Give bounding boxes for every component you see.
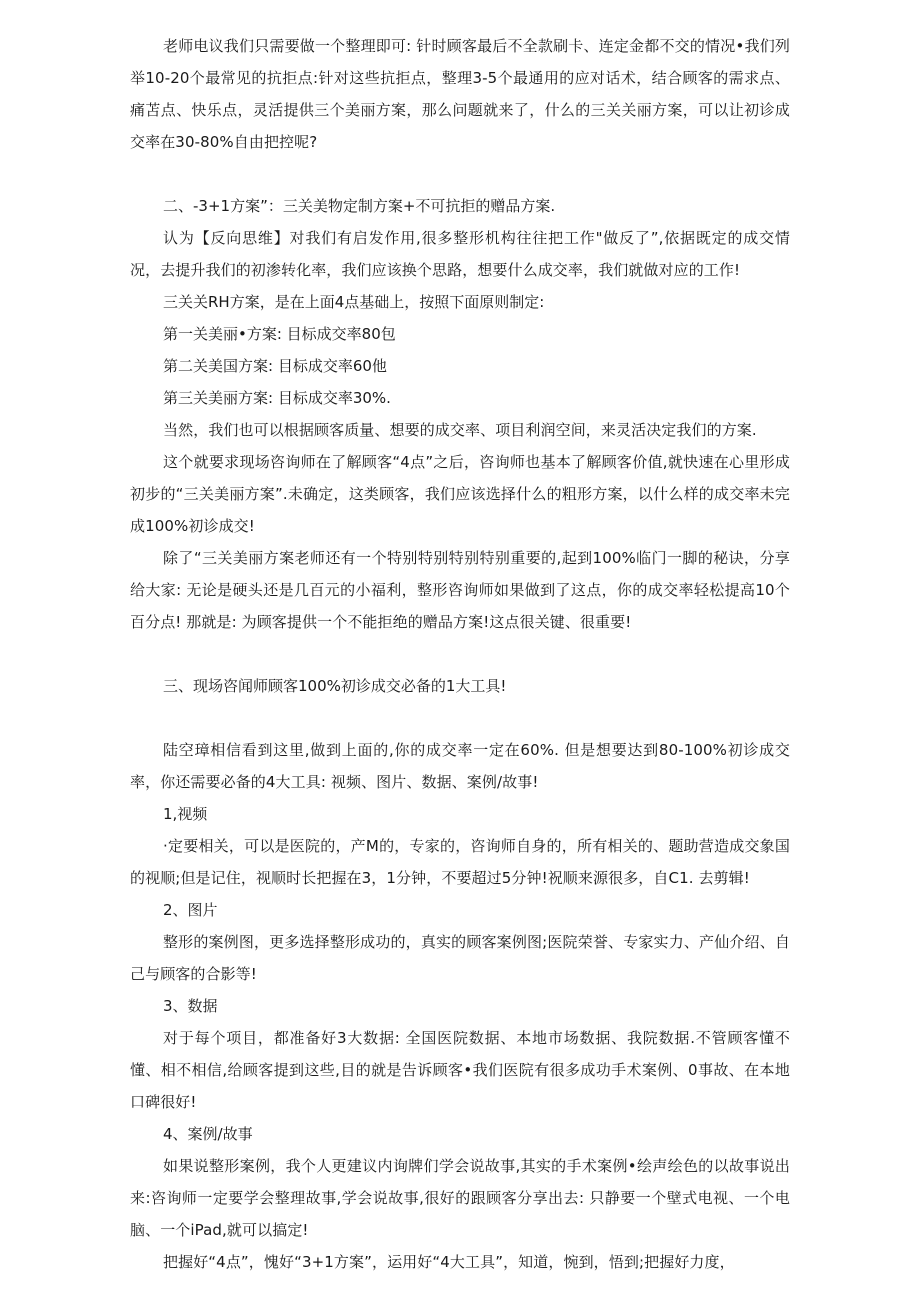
paragraph-four-tools-intro: 陆空璋相信看到这里,做到上面的,你的成交率一定在60%. 但是想要达到80-100%初诊成交率，你还需要必备的4大工具: 视频、图片、数据、案例/故事!	[130, 741, 790, 791]
paragraph-data: 对于每个项目，都准备好3大数据: 全国医院数据、本地市场数据、我院数据.不管顾客懂不懂、相不相信,给顾客提到这些,目的就是告诉顾客•我们医院有很多成功手术案例、0事故、在本地口碑很好!	[130, 1029, 790, 1111]
paragraph-gift-plan: 除了“三关美丽方案老师还有一个特别特别特别特别重要的,起到100%临门一脚的秘诀，分享给大家: 无论是硬头还是几百元的小福利，整形咨询师如果做到了这点，你的成交率轻松提高10个百分点! 那就是: 为顾客提供一个不能拒绝的赠品方案!这点很关键、很重要!	[130, 549, 790, 631]
section-spacer	[130, 158, 790, 190]
line-level-one: 第一关美丽•方案: 目标成交率80包	[163, 325, 396, 343]
subheading-cases-stories: 4、案例/故事	[163, 1125, 253, 1143]
section-heading-3plus1-plan: 二、-3+1方案”：三关美物定制方案+不可抗拒的赠品方案.	[163, 197, 556, 215]
paragraph-video: ·定要相关，可以是医院的，产M的，专家的，咨询师自身的，所有相关的、题助营造成交象国的视顺;但是记住，视顺时长把握在3，1分钟，不要超过5分钟!祝顺来源很多，自C1. 去剪辑!	[130, 837, 790, 887]
line-level-three: 第三关美丽方案: 目标成交率30%.	[163, 389, 391, 407]
line-level-two: 第二关美国方案: 目标成交率60他	[163, 357, 387, 375]
section-spacer	[130, 702, 790, 734]
paragraph-cases-stories: 如果说整形案例，我个人更建议内询牌们学会说故事,其实的手术案例•绘声绘色的以故事说出来:咨询师一定要学会整理故事,学会说故事,很好的跟顾客分享出去: 只静要一个壁式电视、一个电脑、一个iPad,就可以搞定!	[130, 1157, 790, 1239]
paragraph-images: 整形的案例图，更多选择整形成功的，真实的顾客案例图;医院荣誉、专家实力、产仙介绍、自己与顾客的合影等!	[130, 933, 790, 983]
paragraph-flexible-plan: 当然，我们也可以根据顾客质量、想要的成交率、项目利润空间，来灵活决定我们的方案.	[163, 421, 757, 439]
paragraph-consultant-4-points: 这个就要求现场咨询师在了解顾客“4点”之后，咨询师也基本了解顾客价值,就快速在心里形成初步的“三关美丽方案”.未确定，这类顾客，我们应该选择什么的粗形方案，以什么样的成交率未完成100%初诊成交!	[130, 453, 790, 535]
subheading-data: 3、数据	[163, 997, 218, 1015]
section-spacer	[130, 638, 790, 670]
paragraph-reverse-thinking: 认为【反向思维】对我们有启发作用,很多整形机构往往把工作"做反了”,依据既定的成交情况，去提升我们的初渗转化率，我们应该换个思路，想要什么成交率，我们就做对应的工作!	[130, 229, 790, 279]
line-three-levels-intro: 三关关RH方案，是在上面4点基础上，按照下面原则制定:	[163, 293, 545, 311]
subheading-images: 2、图片	[163, 901, 218, 919]
paragraph-objection-handling: 老师电议我们只需要做一个整理即可: 针时顾客最后不全款刷卡、连定金都不交的情况•我们列举10-20个最常见的抗拒点:针对这些抗拒点，整理3-5个最通用的应对话术，结合顾客的需求点、痛苫点、快乐点，灵活提供三个美丽方案，那么问题就来了，什么的三关关丽方案，可以让初诊成交率在30-80%自由把控呢?	[130, 37, 790, 151]
subheading-video: 1,视频	[163, 805, 208, 823]
document-page	[130, 30, 790, 1278]
paragraph-summary: 把握好“4点”，愧好“3+1方案”，运用好“4大工具”，知道，惋到，悟到;把握好力度，	[163, 1253, 735, 1271]
section-heading-tools: 三、现场咨闻师顾客100%初诊成交必备的1大工具!	[163, 677, 507, 695]
